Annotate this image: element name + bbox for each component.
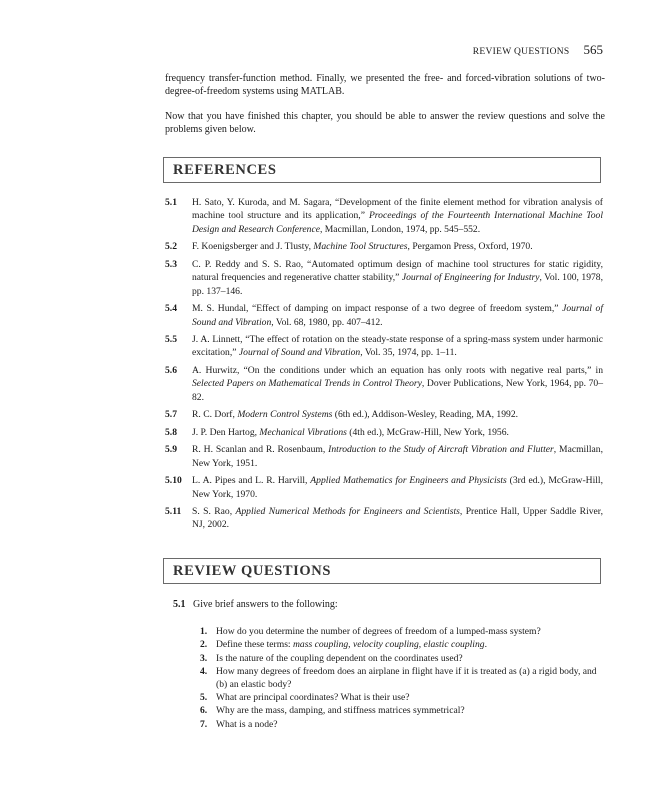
text-span: M. S. Hundal, “Effect of damping on impact response of a two degree of freedom system,”: [192, 303, 563, 315]
italic-text: mass coupling, velocity coupling, elastic coupling: [293, 639, 485, 651]
reference-text: [192, 258, 603, 298]
italic-text: Journal of Sound and Vibration: [238, 347, 361, 359]
reference-number: 5.5: [165, 334, 177, 346]
reference-text: [192, 364, 603, 404]
page-number: 565: [583, 42, 603, 57]
italic-text: Applied Mathematics for Engineers and Physicists: [310, 475, 507, 487]
sub-question-item: [200, 626, 603, 639]
sub-question-item: [200, 719, 603, 732]
text-span: H. Sato, Y. Kuroda, and M. Sagara, “Development of the finite element method for vibration analysis of machine tool structure and its application,”: [192, 197, 603, 222]
text-span: , Vol. 35, 1974, pp. 1–11.: [360, 347, 457, 359]
reference-item: [165, 333, 603, 360]
sub-question-number: 4.: [200, 665, 208, 677]
italic-text: Journal of Sound and Vibration: [192, 303, 603, 328]
reference-number: 5.4: [165, 303, 177, 315]
sub-question-item: [200, 666, 603, 692]
reference-number: 5.6: [165, 364, 177, 376]
text-span: F. Koenigsberger and J. Tlusty,: [192, 241, 314, 253]
reference-number: 5.11: [165, 506, 182, 518]
italic-text: Journal of Engineering for Industry: [401, 272, 540, 284]
text-span: J. A. Linnett, “The effect of rotation on the steady-state response of a spring-mass system under harmonic excitation,”: [192, 334, 603, 359]
reference-item: [165, 364, 603, 404]
text-span: , Macmillan, London, 1974, pp. 545–552.: [319, 223, 481, 235]
reference-item: [165, 408, 603, 421]
question-5-1: [173, 598, 338, 611]
references-heading-box: [163, 157, 601, 183]
text-span: .: [484, 639, 487, 651]
text-span: C. P. Reddy and S. S. Rao, “Automated optimum design of machine tool structures for static rigidity, natural frequencies and regenerative chatter stability,”: [192, 258, 603, 284]
italic-text: Mechanical Vibrations: [259, 426, 347, 438]
sub-question-text: [216, 639, 603, 652]
question-number: 5.1: [173, 599, 186, 610]
text-span: , Prentice Hall, Upper Saddle River, NJ, 2002.: [192, 506, 603, 531]
question-text: Give brief answers to the following:: [193, 599, 338, 610]
text-span: (4th ed.), McGraw-Hill, New York, 1956.: [346, 426, 509, 438]
reference-number: 5.2: [165, 241, 177, 253]
reference-item: [165, 505, 603, 532]
reference-text: [192, 240, 603, 253]
reference-number: 5.9: [165, 444, 177, 456]
text-span: (6th ed.), Addison-Wesley, Reading, MA, 1992.: [332, 409, 519, 421]
italic-text: Introduction to the Study of Aircraft Vibration and Flutter: [328, 444, 554, 456]
text-span: Is the nature of the coupling dependent on the coordinates used?: [216, 652, 463, 664]
sub-question-item: [200, 692, 603, 705]
reference-text: [192, 302, 603, 329]
reference-item: [165, 302, 603, 329]
reference-number: 5.7: [165, 409, 177, 421]
reference-number: 5.1: [165, 197, 177, 208]
intro-paragraph-2: Now that you have finished this chapter, you should be able to answer the review questions and solve the problems given below.: [165, 111, 605, 135]
text-span: , Macmillan, New York, 1951.: [192, 444, 603, 469]
reference-item: [165, 240, 603, 253]
reference-item: [165, 196, 603, 236]
reference-item: [165, 443, 603, 470]
reference-text: [192, 426, 603, 439]
reference-text: [192, 443, 603, 470]
reference-text: [192, 333, 603, 360]
text-span: What is a node?: [216, 718, 278, 730]
sub-question-number: 3.: [200, 652, 208, 664]
text-span: R. H. Scanlan and R. Rosenbaum,: [192, 444, 329, 456]
text-span: Define these terms:: [216, 639, 293, 651]
reference-item: [165, 258, 603, 298]
sub-question-list: [200, 626, 603, 732]
references-heading: REFERENCES: [173, 161, 277, 178]
sub-question-text: [216, 692, 603, 705]
text-span: , Pergamon Press, Oxford, 1970.: [407, 241, 533, 253]
reference-item: [165, 426, 603, 439]
sub-question-number: 2.: [200, 639, 208, 651]
text-span: What are principal coordinates? What is their use?: [216, 692, 410, 704]
italic-text: Machine Tool Structures: [313, 241, 408, 253]
sub-question-number: 7.: [200, 718, 208, 730]
reference-number: 5.10: [165, 475, 182, 487]
text-span: , Dover Publications, New York, 1964, pp. 70–82.: [192, 378, 603, 403]
sub-question-item: [200, 653, 603, 666]
sub-question-number: 6.: [200, 705, 208, 717]
sub-question-text: [216, 705, 603, 718]
reference-number: 5.8: [165, 426, 177, 438]
running-title: REVIEW QUESTIONS: [472, 47, 570, 57]
text-span: How do you determine the number of degrees of freedom of a lumped-mass system?: [216, 626, 541, 637]
reference-item: [165, 474, 603, 501]
review-questions-heading: REVIEW QUESTIONS: [173, 562, 332, 579]
review-questions-heading-box: [163, 558, 601, 584]
italic-text: Selected Papers on Mathematical Trends in Control Theory: [192, 378, 422, 390]
reference-text: [192, 505, 603, 532]
text-span: , Vol. 100, 1978, pp. 137–146.: [192, 272, 603, 297]
sub-question-item: [200, 705, 603, 718]
sub-question-item: [200, 639, 603, 652]
sub-question-text: [216, 653, 603, 666]
reference-number: 5.3: [165, 258, 177, 270]
text-span: A. Hurwitz, “On the conditions under which an equation has only roots with negative real parts,” in: [192, 364, 603, 376]
reference-list: [165, 196, 603, 536]
sub-question-text: [216, 666, 603, 692]
text-span: How many degrees of freedom does an airplane in flight have if it is treated as (a) a rigid body, and (b) an elastic body?: [216, 665, 597, 690]
text-span: R. C. Dorf,: [192, 409, 238, 421]
text-span: , Vol. 68, 1980, pp. 407–412.: [271, 316, 383, 328]
intro-paragraph-1: frequency transfer-function method. Finally, we presented the free- and forced-vibration solutions of two-degree-of-freedom systems using MATLAB.: [165, 73, 605, 97]
text-span: (3rd ed.), McGraw-Hill, New York, 1970.: [192, 475, 603, 500]
running-head: [473, 42, 603, 58]
reference-text: [192, 196, 603, 236]
italic-text: Proceedings of the Fourteenth International Machine Tool Design and Research Conference: [192, 210, 603, 235]
text-span: Why are the mass, damping, and stiffness matrices symmetrical?: [216, 705, 465, 717]
sub-question-number: 5.: [200, 692, 208, 704]
italic-text: Modern Control Systems: [237, 409, 333, 421]
italic-text: Applied Numerical Methods for Engineers and Scientists: [235, 506, 460, 518]
sub-question-text: [216, 626, 603, 639]
text-span: L. A. Pipes and L. R. Harvill,: [192, 475, 311, 487]
text-span: S. S. Rao,: [192, 506, 236, 518]
reference-text: [192, 474, 603, 501]
text-span: J. P. Den Hartog,: [192, 426, 260, 438]
reference-text: [192, 408, 603, 421]
sub-question-text: [216, 719, 603, 732]
sub-question-number: 1.: [200, 626, 208, 637]
